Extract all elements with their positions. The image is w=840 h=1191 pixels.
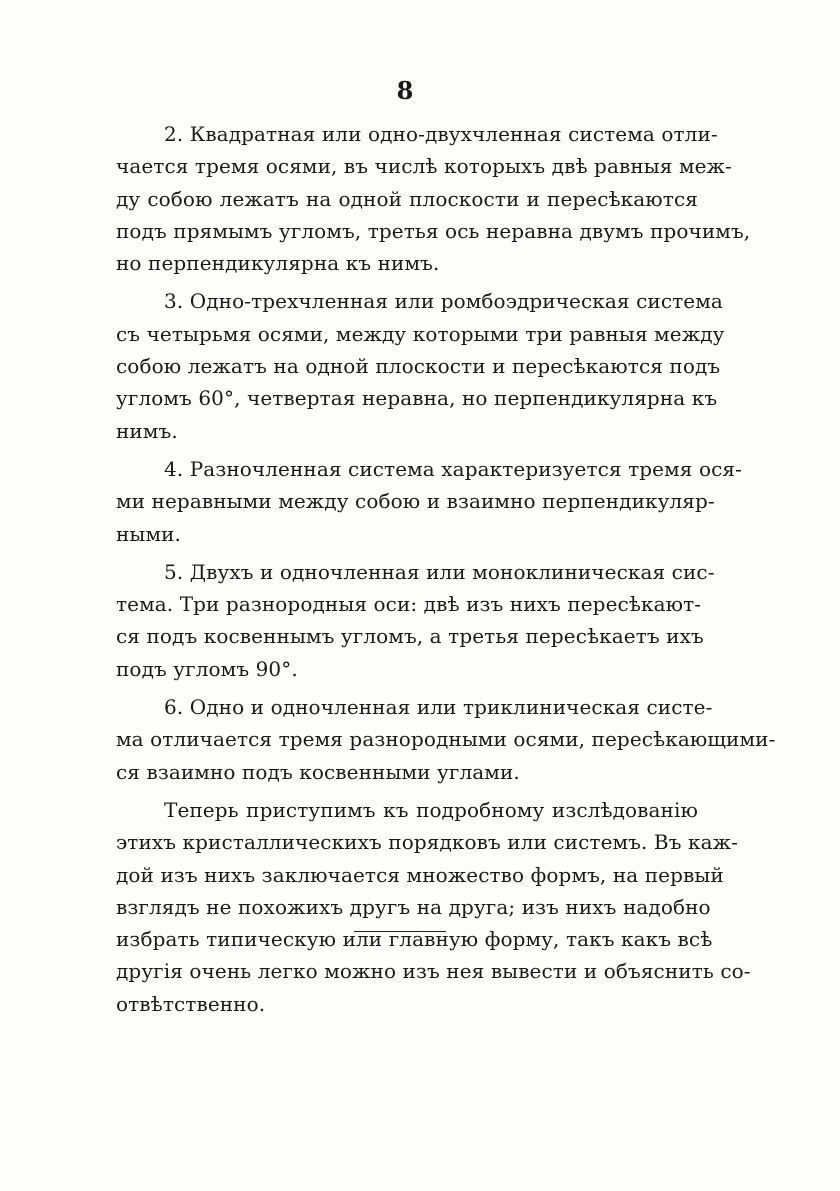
text-line: чается тремя осями, въ числѣ которыхъ двѣ равныя меж-	[116, 154, 732, 179]
text-line: отвѣтственно.	[116, 991, 266, 1016]
paragraph-conclusion	[116, 794, 751, 1020]
paragraph-item-4	[116, 453, 742, 550]
text-line: ся взаимно подъ косвенными углами.	[116, 759, 520, 784]
text-line: но перпендикулярна къ нимъ.	[116, 251, 440, 276]
text-line: этихъ кристаллическихъ порядковъ или системъ. Въ каж-	[116, 830, 738, 855]
text-line: нимъ.	[116, 418, 178, 443]
text-line: 3. Одно-трехчленная или ромбоэдрическая система	[164, 289, 723, 314]
page-number: 8	[396, 76, 414, 105]
text-line: 6. Одно и одночленная или триклиническая систе-	[164, 695, 713, 720]
text-line: 5. Двухъ и одночленная или моноклиническая сис-	[164, 559, 715, 584]
body-text	[116, 118, 776, 1026]
text-line: ду собою лежатъ на одной плоскости и пересѣкаются	[116, 186, 698, 211]
text-line: Теперь приступимъ къ подробному изслѣдованію	[164, 797, 698, 822]
paragraph-item-3	[116, 285, 725, 446]
text-line: 2. Квадратная или одно-двухчленная система отли-	[164, 122, 718, 146]
text-line: собою лежатъ на одной плоскости и пересѣкаются подъ	[116, 354, 721, 379]
text-line: взглядъ не похожихъ другъ на друга; изъ нихъ надобно	[116, 894, 711, 919]
text-line: подъ прямымъ угломъ, третья ось неравна двумъ прочимъ,	[116, 218, 751, 243]
text-line: дой изъ нихъ заключается множество формъ, на первый	[116, 862, 724, 887]
text-line: тема. Три разнородныя оси: двѣ изъ нихъ пересѣкают-	[116, 592, 702, 617]
text-line: другія очень легко можно изъ нея вывести и объяснить со-	[116, 959, 751, 984]
paragraph-item-5	[116, 556, 715, 685]
text-line: угломъ 60°, четвертая неравна, но перпендикулярна къ	[116, 386, 718, 411]
text-line: ся подъ косвеннымъ угломъ, а третья пересѣкаетъ ихъ	[116, 624, 704, 649]
section-divider	[354, 931, 446, 932]
text-line: ми неравными между собою и взаимно перпендикуляр-	[116, 489, 715, 514]
text-line: ма отличается тремя разнородными осями, пересѣкающими-	[116, 727, 776, 752]
text-line: ными.	[116, 521, 181, 546]
text-line: избрать типическую или главную форму, такъ какъ всѣ	[116, 927, 713, 952]
text-line: подъ угломъ 90°.	[116, 656, 298, 681]
text-line: 4. Разночленная система характеризуется тремя ося-	[164, 456, 742, 481]
paragraph-item-6	[116, 691, 776, 788]
paragraph-item-2	[116, 118, 751, 279]
text-line: съ четырьмя осями, между которыми три равныя между	[116, 321, 725, 346]
